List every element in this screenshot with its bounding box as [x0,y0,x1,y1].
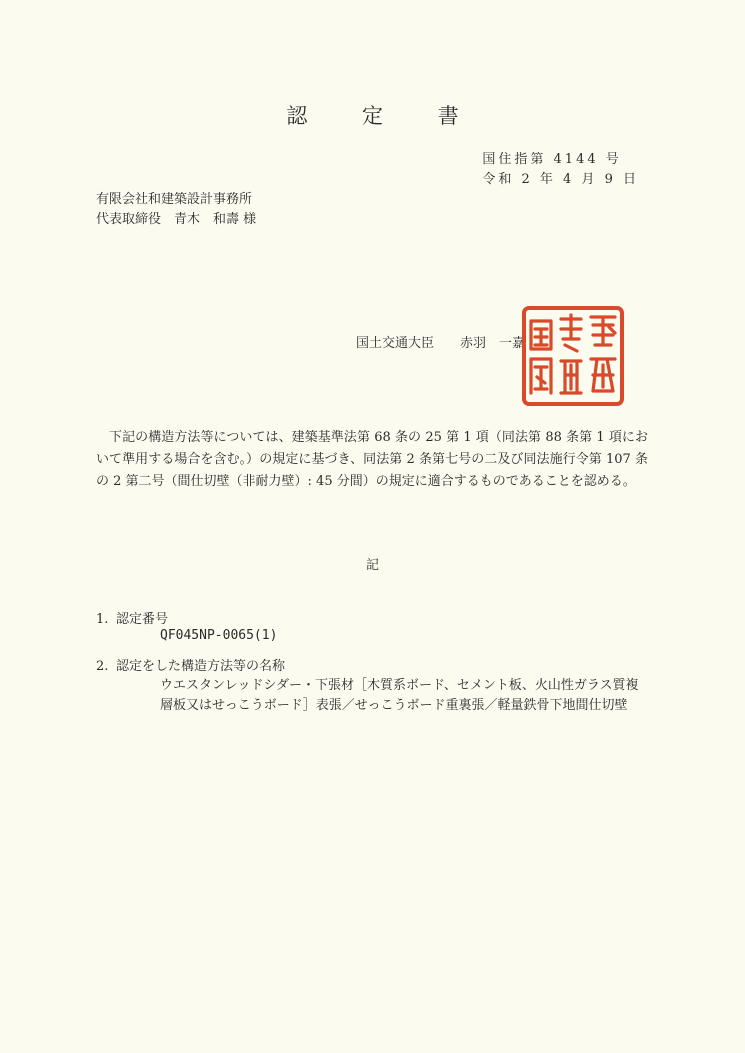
item-label: 認定番号 [116,612,169,627]
item-number: 1. [96,612,109,627]
document-title: 認 定 書 [286,104,483,128]
document-date: 令和 2 年 4 月 9 日 [482,172,639,187]
document-reference [482,150,639,190]
document-number: 国住指第 4144 号 [482,152,622,167]
item-structure-name [96,657,285,677]
recipient-company: 有限会社和建築設計事務所 [96,192,253,207]
certification-statement: 下記の構造方法等については、建築基準法第 68 条の 25 第 1 項（同法第 88 条第 1 項において準用する場合を含む。）の規定に基づき、同法第 2 条第七号の二及び同法施行令第 107 条の 2 第二号（間仕切壁（非耐力壁）: 45 分間）の規定に適合するものであることを認める。 [96,430,648,489]
issuer-name: 国土交通大臣 赤羽 一嘉 [356,336,526,351]
recipient-person: 代表取締役 青木 和壽 様 [96,212,257,227]
certification-number-value: QF045NP-0065(1) [160,628,278,643]
item-label: 認定をした構造方法等の名称 [116,659,286,674]
recipient-block [96,190,256,230]
official-seal-icon [521,305,625,407]
structure-name-value: ウエスタンレッドシダー・下張材［木質系ボード、セメント板、火山性ガラス質複層板又はせっこうボード］表張／せっこうボード重裏張／軽量鉄骨下地間仕切壁 [160,678,639,713]
item-number: 2. [96,659,109,674]
item-certification-number [96,610,168,630]
ki-heading: 記 [365,558,379,573]
